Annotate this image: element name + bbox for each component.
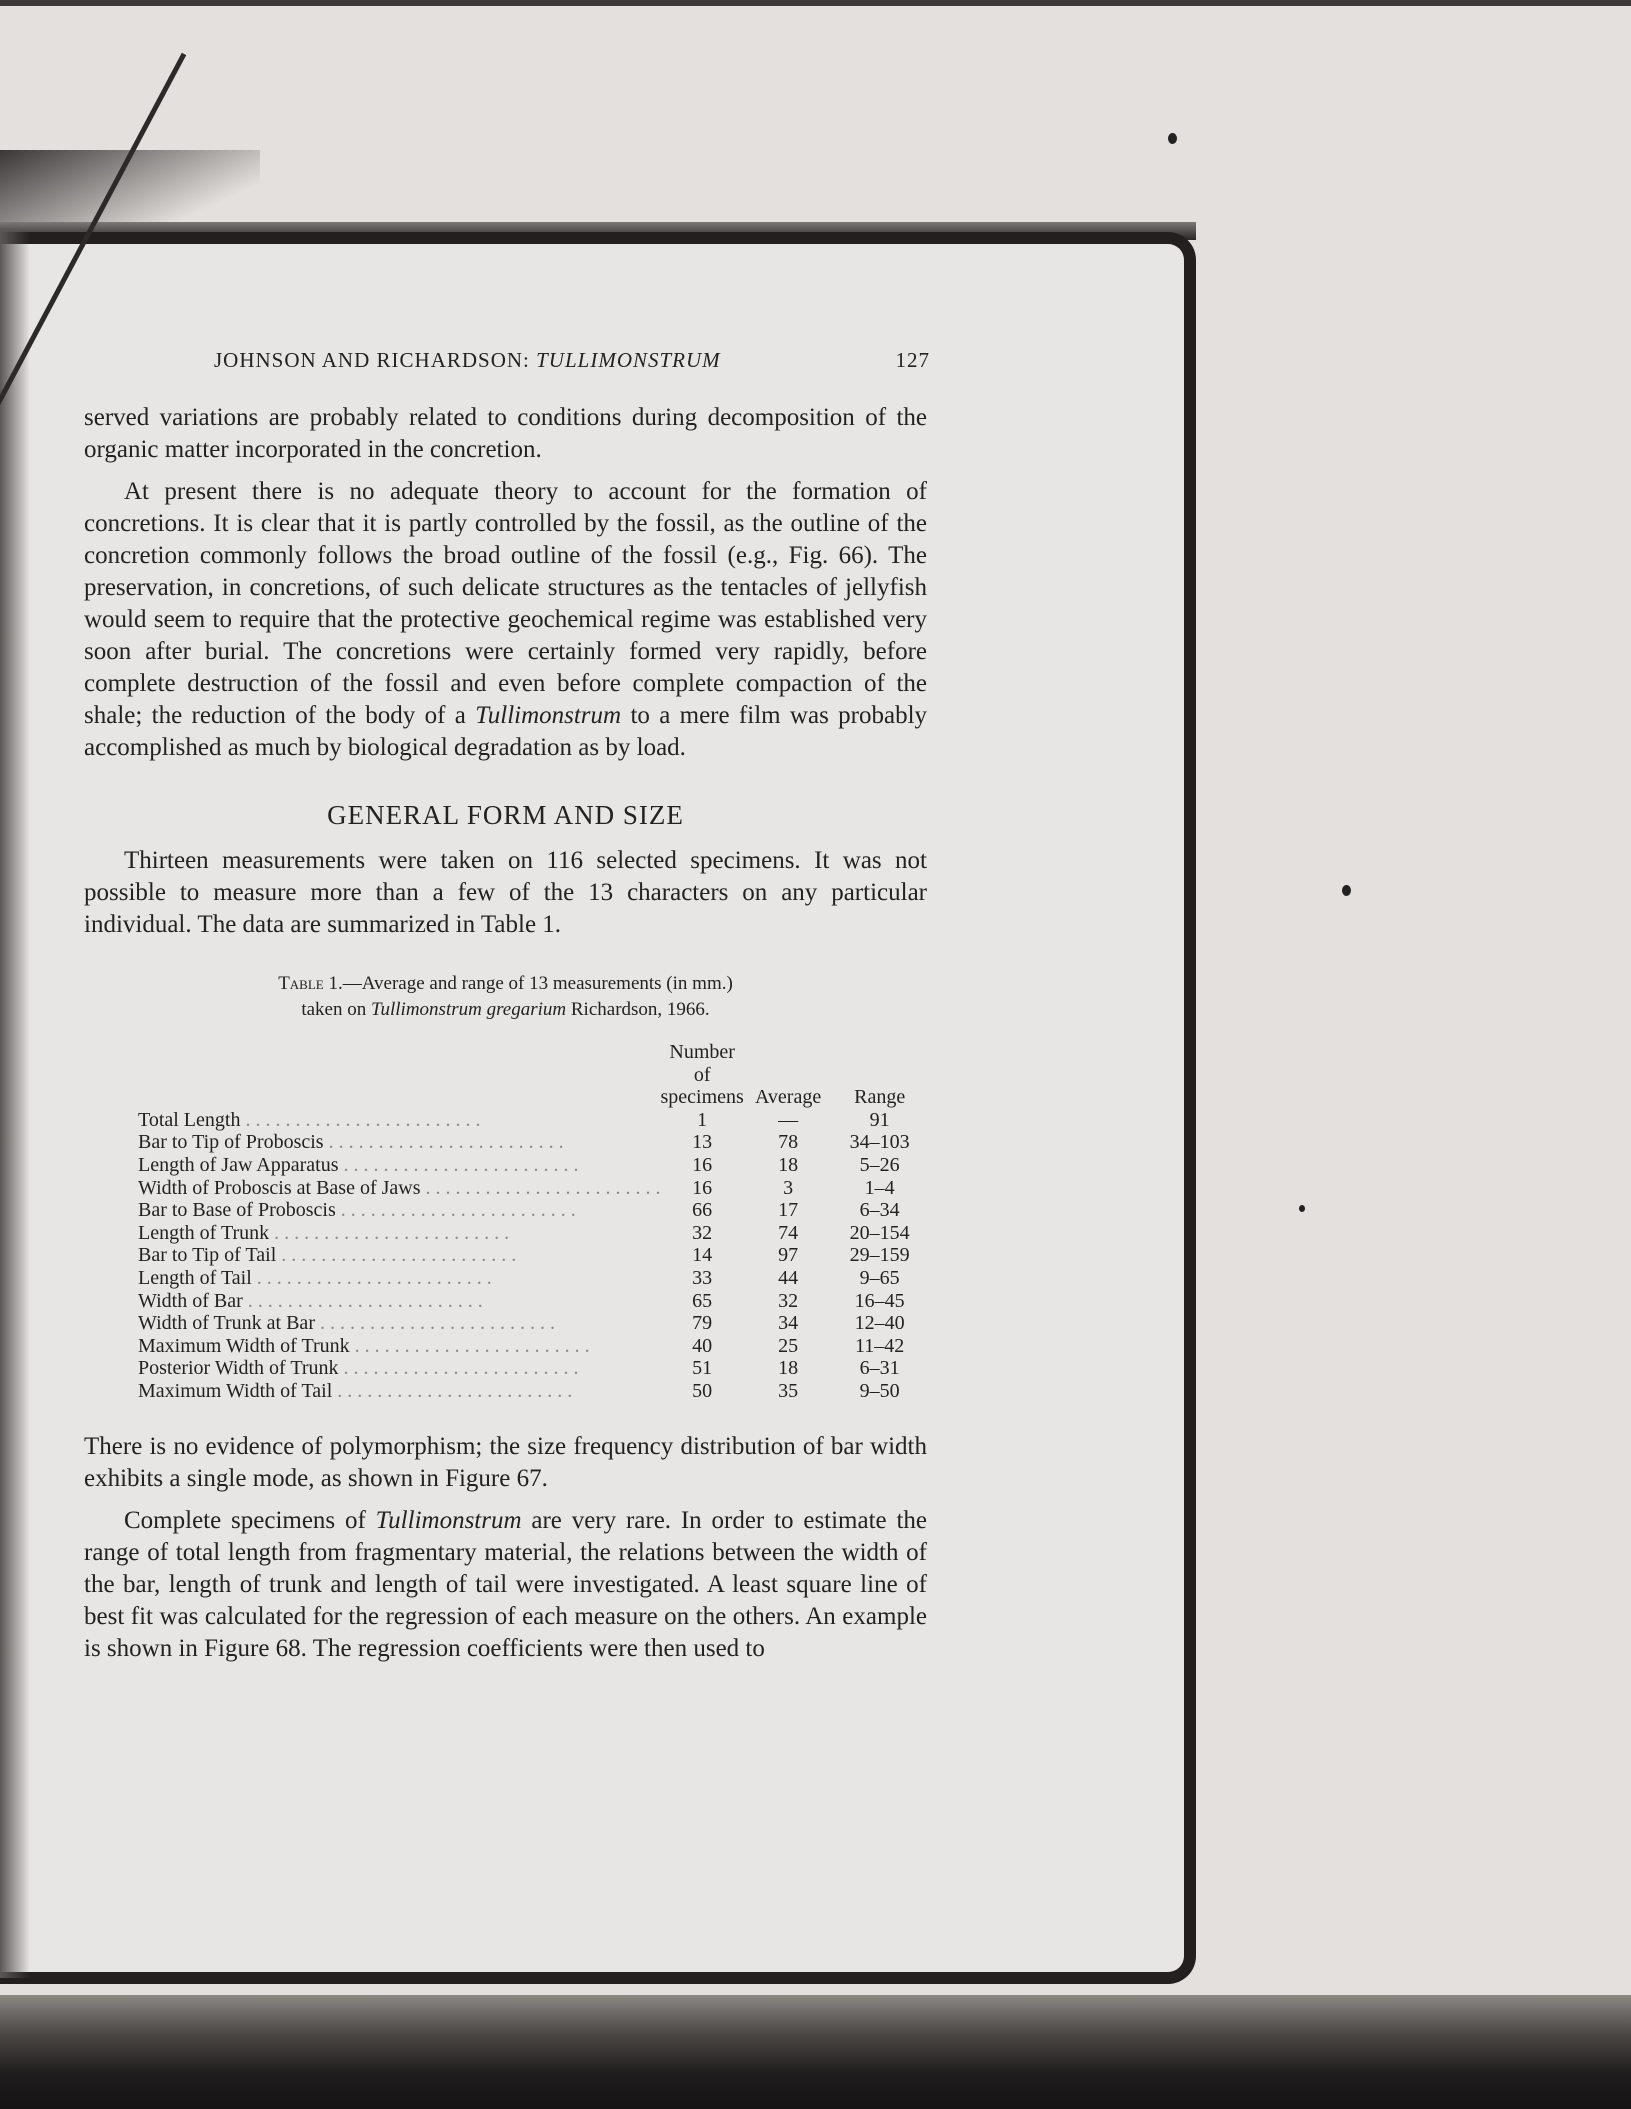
scan-top-edge	[0, 0, 1631, 6]
row-label-text: Bar to Base of Proboscis	[138, 1199, 336, 1222]
table-row	[138, 1290, 927, 1313]
row-label-text: Length of Trunk	[138, 1221, 270, 1244]
header-label	[138, 1041, 661, 1109]
row-average: 18	[778, 1153, 799, 1176]
paragraph-polymorphism: There is no evidence of polymorphism; the size frequency distribution of bar width exhibits a single mode, as shown in Figure 67.	[84, 1432, 927, 1492]
row-label-text: Width of Trunk at Bar	[138, 1312, 315, 1335]
row-specimen-count: 51	[692, 1357, 713, 1380]
scan-bottom-shadow	[0, 1995, 1631, 2109]
row-specimen-count: 50	[692, 1379, 713, 1402]
paragraph-measurements: Thirteen measurements were taken on 116 selected specimens. It was not possible to measure more than a few of the 13 characters on any particular individual. The data are summarized in Table 1.	[84, 847, 927, 938]
row-specimen-count: 16	[692, 1176, 713, 1199]
running-head-authors: JOHNSON AND RICHARDSON:	[214, 348, 530, 372]
table-row	[138, 1177, 927, 1200]
row-label	[138, 1380, 661, 1403]
row-label	[138, 1222, 661, 1245]
row-label	[138, 1109, 661, 1132]
row-label-text: Length of Tail	[138, 1266, 252, 1289]
dot-leader: . . . . . . . . . . . . . . . . . . . . . . . .	[323, 1131, 564, 1154]
row-range: 6–31	[859, 1357, 900, 1380]
dot-leader: . . . . . . . . . . . . . . . . . . . . . . . .	[251, 1266, 492, 1289]
table-header-row	[138, 1041, 927, 1109]
table-caption-suffix: Richardson, 1966.	[570, 999, 710, 1020]
row-label-text: Total Length	[138, 1108, 241, 1131]
row-label-text: Width of Bar	[138, 1289, 243, 1312]
page-content	[84, 402, 927, 1675]
row-specimen-count: 66	[692, 1199, 713, 1222]
header-number-line2: specimens	[660, 1086, 744, 1109]
row-average: 18	[778, 1357, 799, 1380]
row-label	[138, 1131, 661, 1154]
table-caption-text: —Average and range of 13 measurements (in mm.)	[342, 973, 733, 994]
row-average: 17	[778, 1199, 799, 1222]
header-range: Range	[854, 1086, 906, 1109]
row-label-text: Posterior Width of Trunk	[138, 1357, 339, 1380]
dot-leader: . . . . . . . . . . . . . . . . . . . . . . . .	[332, 1379, 573, 1402]
table-label: Table 1.	[278, 973, 343, 994]
row-label	[138, 1312, 661, 1335]
section-heading: GENERAL FORM AND SIZE	[327, 800, 684, 830]
row-average: 97	[778, 1244, 799, 1267]
row-average: —	[778, 1108, 799, 1131]
dot-leader: . . . . . . . . . . . . . . . . . . . . . . . .	[349, 1334, 590, 1357]
genus-name: Tullimonstrum	[475, 702, 622, 729]
dust-spot	[1342, 885, 1351, 896]
row-average: 74	[778, 1221, 799, 1244]
running-head-genus: TULLIMONSTRUM	[536, 348, 721, 372]
row-label	[138, 1244, 661, 1267]
header-number	[661, 1041, 744, 1109]
dot-leader: . . . . . . . . . . . . . . . . . . . . . . . .	[420, 1176, 661, 1199]
row-specimen-count: 16	[692, 1153, 713, 1176]
row-label	[138, 1267, 661, 1290]
dot-leader: . . . . . . . . . . . . . . . . . . . . . . . .	[240, 1108, 481, 1131]
dot-leader: . . . . . . . . . . . . . . . . . . . . . . . .	[338, 1153, 579, 1176]
table-row	[138, 1380, 927, 1403]
table-row	[138, 1154, 927, 1177]
header-number-line1: Number of	[669, 1041, 735, 1086]
dust-spot	[1299, 1205, 1305, 1212]
row-range: 12–40	[854, 1312, 905, 1335]
dot-leader: . . . . . . . . . . . . . . . . . . . . . . . .	[276, 1244, 517, 1267]
row-label-text: Bar to Tip of Proboscis	[138, 1131, 324, 1154]
spine-shadow	[0, 228, 30, 1978]
row-label	[138, 1199, 661, 1222]
row-range: 11–42	[855, 1334, 905, 1357]
row-label-text: Maximum Width of Tail	[138, 1379, 333, 1402]
row-specimen-count: 14	[692, 1244, 713, 1267]
measurements-table	[138, 1041, 927, 1403]
row-range: 20–154	[849, 1221, 910, 1244]
row-range: 29–159	[849, 1244, 910, 1267]
dot-leader: . . . . . . . . . . . . . . . . . . . . . . . .	[338, 1357, 579, 1380]
row-average: 35	[778, 1379, 799, 1402]
row-range: 34–103	[849, 1131, 910, 1154]
table-row	[138, 1312, 927, 1335]
table-row	[138, 1109, 927, 1132]
running-head-title	[214, 348, 721, 373]
row-range: 9–50	[859, 1379, 900, 1402]
row-specimen-count: 1	[697, 1108, 708, 1131]
paragraph-text: are very rare. In order to estimate the range of total length from fragmentary material, the relations between the width of the bar, length of trunk and length of tail were investigated. A least square line of best fit was calculated for the regression of each measure on the others. An example is shown in Figure 68. The regression coefficients were then used to	[84, 1506, 928, 1662]
table-row	[138, 1335, 927, 1358]
table-row	[138, 1222, 927, 1245]
row-label	[138, 1177, 661, 1200]
row-label-text: Length of Jaw Apparatus	[138, 1153, 339, 1176]
row-range: 9–65	[859, 1266, 900, 1289]
row-average: 44	[778, 1266, 799, 1289]
table-row	[138, 1131, 927, 1154]
paragraph-text: to a mere film was probably accomplished as much by biological degradation as by load.	[84, 702, 928, 761]
paragraph-concretions	[84, 476, 927, 764]
header-average: Average	[754, 1086, 822, 1109]
paragraph-regression	[84, 1505, 927, 1665]
running-head	[214, 348, 930, 373]
row-specimen-count: 65	[692, 1289, 713, 1312]
genus-name: Tullimonstrum	[375, 1506, 522, 1534]
row-label	[138, 1357, 661, 1380]
table-caption	[84, 971, 927, 1023]
table-row	[138, 1267, 927, 1290]
page-number: 127	[895, 348, 930, 372]
row-average: 34	[778, 1312, 799, 1335]
row-range: 5–26	[859, 1153, 900, 1176]
table-row	[138, 1244, 927, 1267]
table-row	[138, 1199, 927, 1222]
row-label-text: Width of Proboscis at Base of Jaws	[138, 1176, 421, 1199]
dot-leader: . . . . . . . . . . . . . . . . . . . . . . . .	[314, 1312, 555, 1335]
row-average: 3	[783, 1176, 794, 1199]
row-range: 91	[869, 1108, 890, 1131]
row-specimen-count: 40	[692, 1334, 713, 1357]
row-specimen-count: 33	[692, 1266, 713, 1289]
row-average: 25	[778, 1334, 799, 1357]
dot-leader: . . . . . . . . . . . . . . . . . . . . . . . .	[335, 1199, 576, 1222]
row-specimen-count: 32	[692, 1221, 713, 1244]
row-range: 16–45	[854, 1289, 905, 1312]
dot-leader: . . . . . . . . . . . . . . . . . . . . . . . .	[269, 1221, 510, 1244]
paragraph-continued: served variations are probably related to conditions during decomposition of the organic matter incorporated in the concretion.	[84, 404, 927, 463]
row-label-text: Maximum Width of Trunk	[138, 1334, 350, 1357]
table-row	[138, 1357, 927, 1380]
row-range: 1–4	[864, 1176, 895, 1199]
row-specimen-count: 79	[692, 1312, 713, 1335]
row-label	[138, 1154, 661, 1177]
species-name: Tullimonstrum gregarium	[370, 999, 567, 1020]
table-caption-line2	[84, 997, 927, 1023]
row-average: 32	[778, 1289, 799, 1312]
paragraph-text: At present there is no adequate theory to account for the formation of concretions. It is clear that it is partly controlled by the fossil, as the outline of the concretion commonly follows the broad outline of the fossil (e.g., Fig. 66). The preservation, in concretions, of such delicate structures as the tentacles of jellyfish would seem to require that the protective geochemical regime was established very soon after burial. The concretions were certainly formed very rapidly, before complete destruction of the fossil and even before complete compaction of the shale; the reduction of the body of a	[84, 478, 927, 729]
row-specimen-count: 13	[692, 1131, 713, 1154]
row-label	[138, 1290, 661, 1313]
row-label	[138, 1335, 661, 1358]
paragraph-text: Complete specimens of	[124, 1506, 366, 1534]
row-label-text: Bar to Tip of Tail	[138, 1244, 277, 1267]
table-caption-prefix: taken on	[301, 999, 367, 1020]
table-caption-line1	[84, 971, 927, 997]
dot-leader: . . . . . . . . . . . . . . . . . . . . . . . .	[242, 1289, 483, 1312]
dust-spot	[1168, 133, 1177, 144]
row-average: 78	[778, 1131, 799, 1154]
row-range: 6–34	[859, 1199, 900, 1222]
